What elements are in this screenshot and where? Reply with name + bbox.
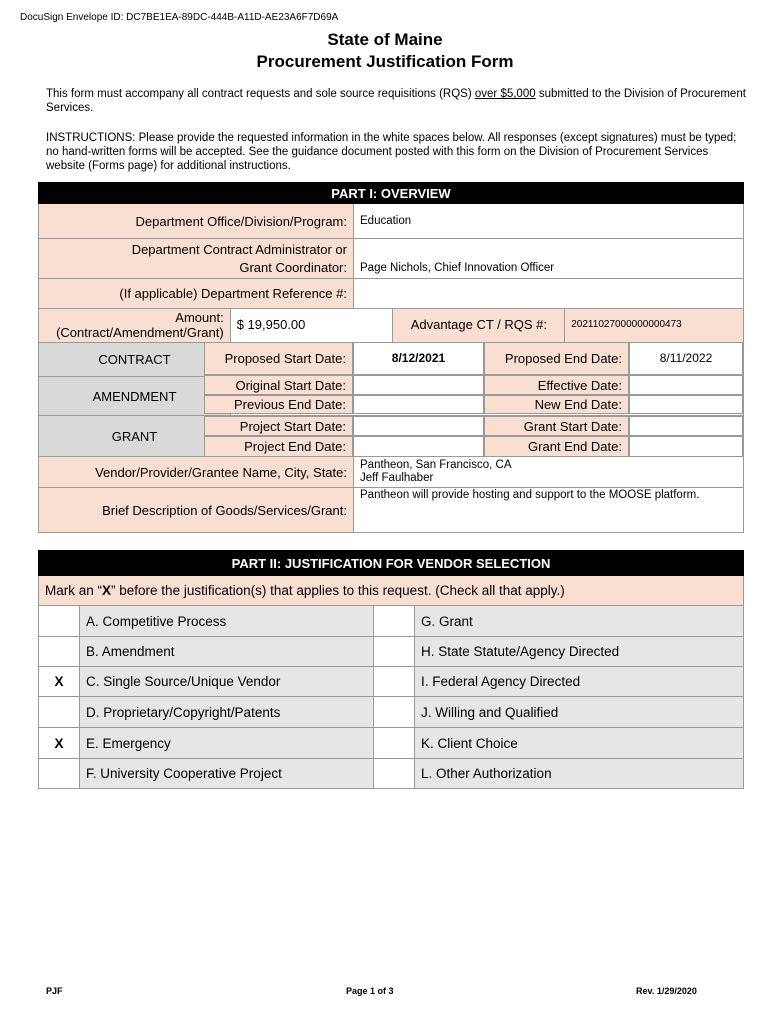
project-start-label: Project Start Date: xyxy=(204,416,353,436)
justification-checkbox-left[interactable] xyxy=(39,697,80,728)
justification-option-left: C. Single Source/Unique Vendor xyxy=(80,667,374,697)
reference-label: (If applicable) Department Reference #: xyxy=(39,279,354,309)
justification-option-left: F. University Cooperative Project xyxy=(80,759,374,789)
vendor-label: Vendor/Provider/Grantee Name, City, State: xyxy=(39,457,354,488)
part2-table xyxy=(38,550,744,789)
justification-row xyxy=(39,637,744,667)
new-end-field[interactable] xyxy=(629,395,743,414)
justification-row xyxy=(39,606,744,637)
reference-field[interactable] xyxy=(354,279,744,309)
project-start-field[interactable] xyxy=(353,416,484,436)
part1-header: PART I: OVERVIEW xyxy=(39,183,744,204)
original-start-label: Original Start Date: xyxy=(204,375,353,395)
justification-checkbox-right[interactable] xyxy=(374,728,415,759)
project-end-label: Project End Date: xyxy=(204,436,353,457)
amendment-rows xyxy=(38,375,743,414)
justification-checkbox-right[interactable] xyxy=(374,697,415,728)
intro-text: This form must accompany all contract requests and sole source requisitions (RQS) over $5,000 submitted to the Division of Procurement Services. xyxy=(46,88,746,114)
grant-rows xyxy=(38,416,743,457)
justification-checkbox-right[interactable] xyxy=(374,667,415,697)
instructions-text: INSTRUCTIONS: Please provide the requested information in the white spaces below. All responses (except signatures) must be typed; no hand-written forms will be accepted. See the guidance document posted with this form on the Division of Procurement Services website (Forms page) for additional instructions. xyxy=(46,132,737,172)
contract-label: CONTRACT xyxy=(39,343,231,377)
proposed-start-label: Proposed Start Date: xyxy=(204,342,353,375)
footer-form-code: PJF xyxy=(46,986,63,996)
justification-checkbox-right[interactable] xyxy=(374,759,415,789)
justification-option-right: K. Client Choice xyxy=(415,728,744,759)
justification-option-right: J. Willing and Qualified xyxy=(415,697,744,728)
proposed-end-label: Proposed End Date: xyxy=(484,342,629,375)
justification-row xyxy=(39,728,744,759)
previous-end-field[interactable] xyxy=(353,395,484,414)
justification-option-left: E. Emergency xyxy=(80,728,374,759)
envelope-id: DocuSign Envelope ID: DC7BE1EA-89DC-444B-A11D-AE23A6F7D69A xyxy=(20,12,339,23)
advantage-field[interactable]: 20211027000000000473 xyxy=(565,309,743,342)
justification-option-right: G. Grant xyxy=(415,606,744,637)
vendor-field[interactable]: Pantheon, San Francisco, CA Jeff Faulhaber xyxy=(354,457,744,488)
justification-checkbox-right[interactable] xyxy=(374,637,415,667)
justification-option-right: H. State Statute/Agency Directed xyxy=(415,637,744,667)
admin-label: Department Contract Administrator or Grant Coordinator: xyxy=(39,239,354,279)
admin-field[interactable]: Page Nichols, Chief Innovation Officer xyxy=(354,239,744,279)
part2-instructions: Mark an “X” before the justification(s) that applies to this request. (Check all that apply.) xyxy=(39,576,744,606)
previous-end-label: Previous End Date: xyxy=(204,395,353,414)
justification-checkbox-left[interactable]: X xyxy=(39,728,80,759)
justification-option-right: L. Other Authorization xyxy=(415,759,744,789)
form-title: Procurement Justification Form xyxy=(256,52,514,71)
footer-page-number: Page 1 of 3 xyxy=(346,986,394,996)
proposed-end-field[interactable]: 8/11/2022 xyxy=(629,342,743,375)
part2-header: PART II: JUSTIFICATION FOR VENDOR SELECTION xyxy=(39,551,744,576)
dept-label: Department Office/Division/Program: xyxy=(39,204,354,239)
justification-row xyxy=(39,759,744,789)
new-end-label: New End Date: xyxy=(484,395,629,414)
justification-option-right: I. Federal Agency Directed xyxy=(415,667,744,697)
amount-field[interactable]: $ 19,950.00 xyxy=(231,309,394,342)
intro-threshold: over $5,000 xyxy=(474,88,536,100)
amount-label: Amount: (Contract/Amendment/Grant) xyxy=(39,309,231,342)
justification-option-left: A. Competitive Process xyxy=(80,606,374,637)
description-field[interactable]: Pantheon will provide hosting and support to the MOOSE platform. xyxy=(354,488,744,533)
original-start-field[interactable] xyxy=(353,375,484,395)
grant-start-label: Grant Start Date: xyxy=(484,416,629,436)
effective-date-field[interactable] xyxy=(629,375,743,395)
justification-option-left: B. Amendment xyxy=(80,637,374,667)
dept-field[interactable]: Education xyxy=(354,204,744,239)
justification-checkbox-left[interactable] xyxy=(39,759,80,789)
form-title-state: State of Maine xyxy=(327,30,443,49)
justification-checkbox-right[interactable] xyxy=(374,606,415,637)
amendment-label: AMENDMENT xyxy=(39,377,231,416)
grant-label: GRANT xyxy=(39,416,231,457)
grant-end-label: Grant End Date: xyxy=(484,436,629,457)
project-end-field[interactable] xyxy=(353,436,484,457)
justification-checkbox-left[interactable] xyxy=(39,606,80,637)
footer-revision: Rev. 1/29/2020 xyxy=(636,986,697,996)
description-label: Brief Description of Goods/Services/Grant: xyxy=(39,488,354,533)
justification-row xyxy=(39,697,744,728)
grant-start-field[interactable] xyxy=(629,416,743,436)
advantage-label: Advantage CT / RQS #: xyxy=(393,309,565,342)
justification-checkbox-left[interactable] xyxy=(39,637,80,667)
contract-row xyxy=(38,342,743,375)
justification-option-left: D. Proprietary/Copyright/Patents xyxy=(80,697,374,728)
justification-row xyxy=(39,667,744,697)
proposed-start-field[interactable]: 8/12/2021 xyxy=(353,342,484,375)
effective-date-label: Effective Date: xyxy=(484,375,629,395)
grant-end-field[interactable] xyxy=(629,436,743,457)
justification-checkbox-left[interactable]: X xyxy=(39,667,80,697)
